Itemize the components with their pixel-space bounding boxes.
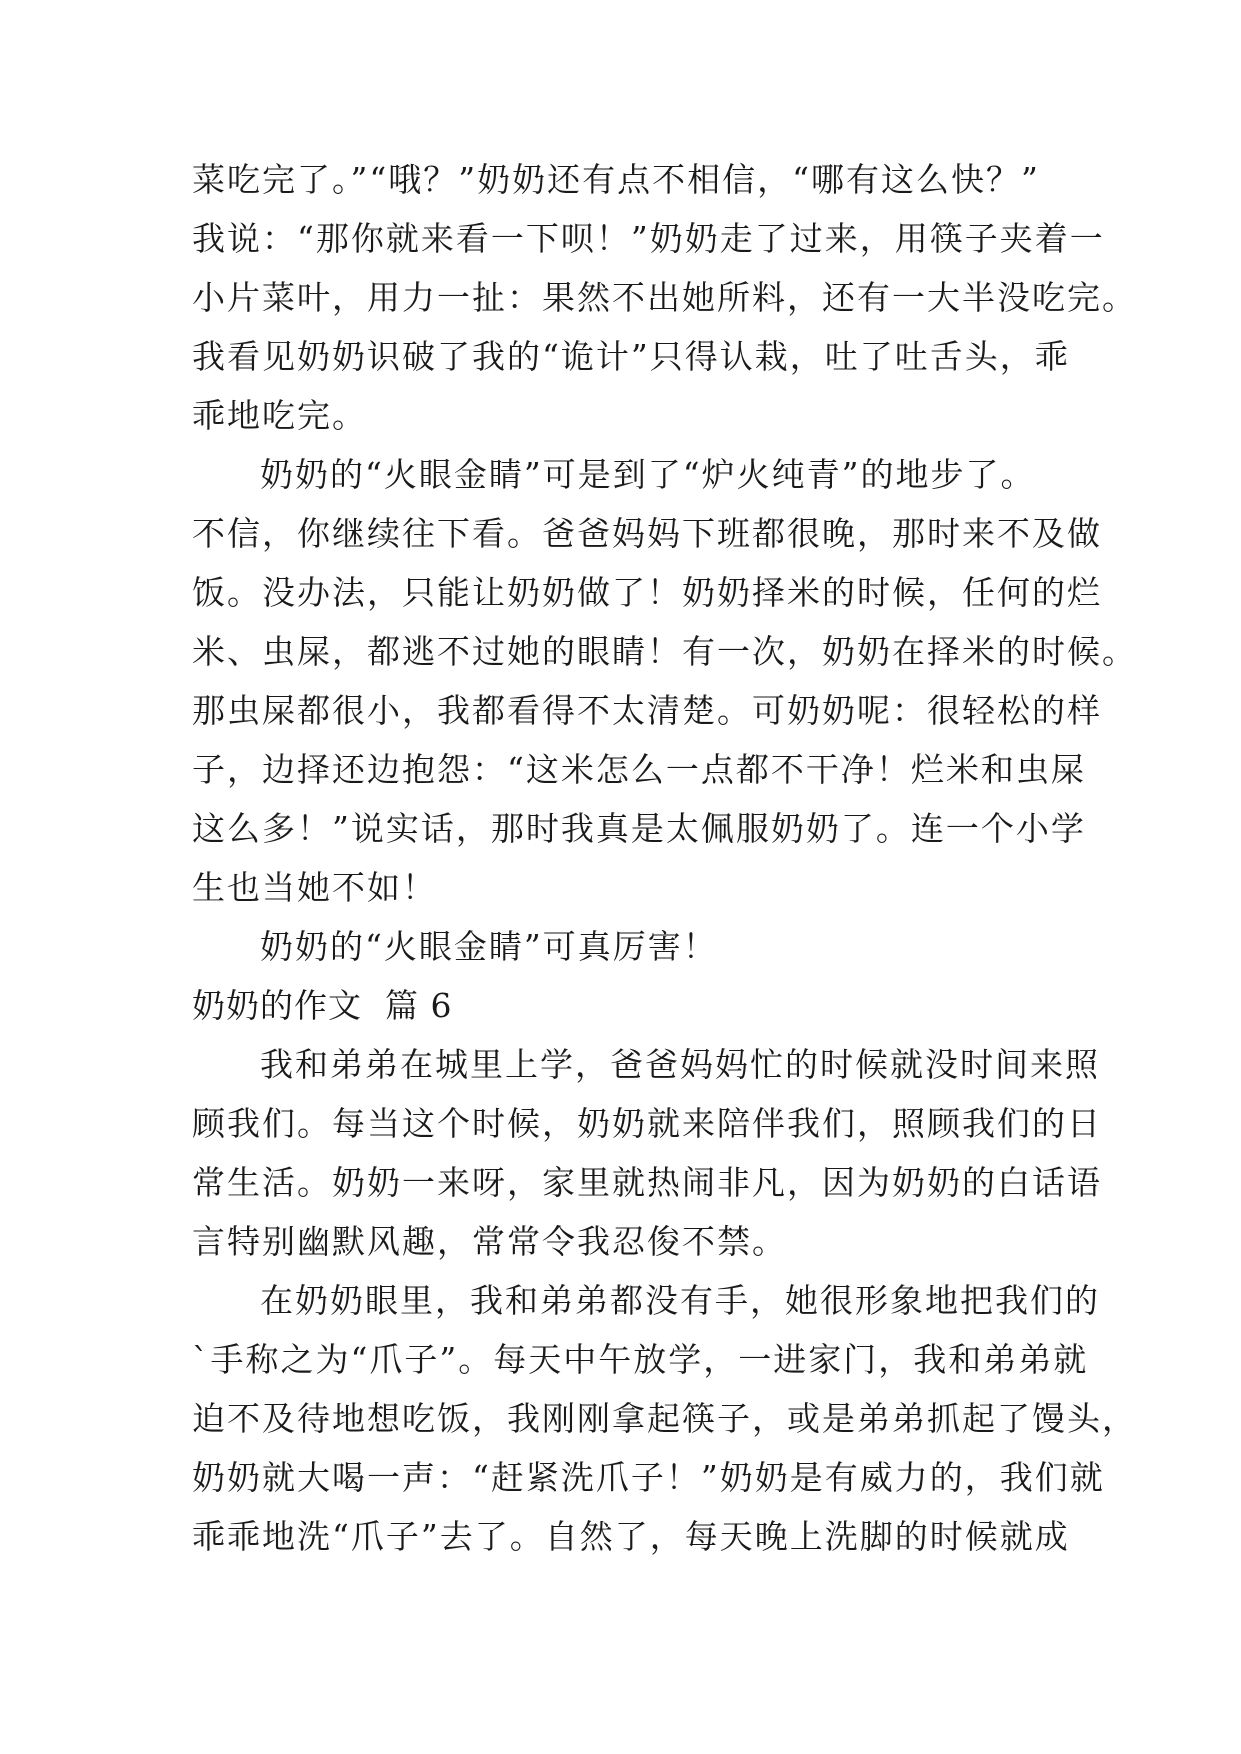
text-line: 这么多！”说实话，那时我真是太佩服奶奶了。连一个小学 [192,809,1086,848]
paragraph-start-line: 奶奶的“火眼金睛”可真厉害！ [260,927,718,966]
text-line: `手称之为“爪子”。每天中午放学，一进家门，我和弟弟就 [192,1340,1089,1379]
text-line: 米、虫屎，都逃不过她的眼睛！有一次，奶奶在择米的时候。 [192,632,1137,671]
text-line: 常生活。奶奶一来呀，家里就热闹非凡，因为奶奶的白话语 [192,1163,1102,1202]
text-line: 我看见奶奶识破了我的“诡计”只得认栽，吐了吐舌头，乖 [192,337,1070,376]
section-heading: 奶奶的作文 篇 6 [192,986,453,1025]
text-line: 我说：“那你就来看一下呗！”奶奶走了过来，用筷子夹着一 [192,219,1105,258]
text-line: 顾我们。每当这个时候，奶奶就来陪伴我们，照顾我们的日 [192,1104,1102,1143]
text-line: 饭。没办法，只能让奶奶做了！奶奶择米的时候，任何的烂 [192,573,1102,612]
text-line: 菜吃完了。”“哦？”奶奶还有点不相信，“哪有这么快？” [192,160,1040,199]
text-line: 小片菜叶，用力一扯：果然不出她所料，还有一大半没吃完。 [192,278,1137,317]
text-line: 不信，你继续往下看。爸爸妈妈下班都很晚，那时来不及做 [192,514,1102,553]
essay-text [192,150,1137,1566]
text-line: 乖地吃完。 [192,396,367,435]
text-line: 生也当她不如！ [192,868,437,907]
text-line: 那虫屎都很小，我都看得不太清楚。可奶奶呢：很轻松的样 [192,691,1102,730]
text-line: 迫不及待地想吃饭，我刚刚拿起筷子，或是弟弟抓起了馒头， [192,1399,1137,1438]
text-line: 言特别幽默风趣，常常令我忍俊不禁。 [192,1222,787,1261]
text-line: 子，边择还边抱怨：“这米怎么一点都不干净！烂米和虫屎 [192,750,1086,789]
paragraph-start-line: 我和弟弟在城里上学，爸爸妈妈忙的时候就没时间来照 [260,1045,1100,1084]
text-line: 奶奶就大喝一声：“赶紧洗爪子！”奶奶是有威力的，我们就 [192,1458,1105,1497]
paragraph-start-line: 在奶奶眼里，我和弟弟都没有手，她很形象地把我们的 [260,1281,1100,1320]
paragraph-start-line: 奶奶的“火眼金睛”可是到了“炉火纯青”的地步了。 [260,455,1036,494]
text-line: 乖乖地洗“爪子”去了。自然了，每天晚上洗脚的时候就成 [192,1517,1070,1556]
